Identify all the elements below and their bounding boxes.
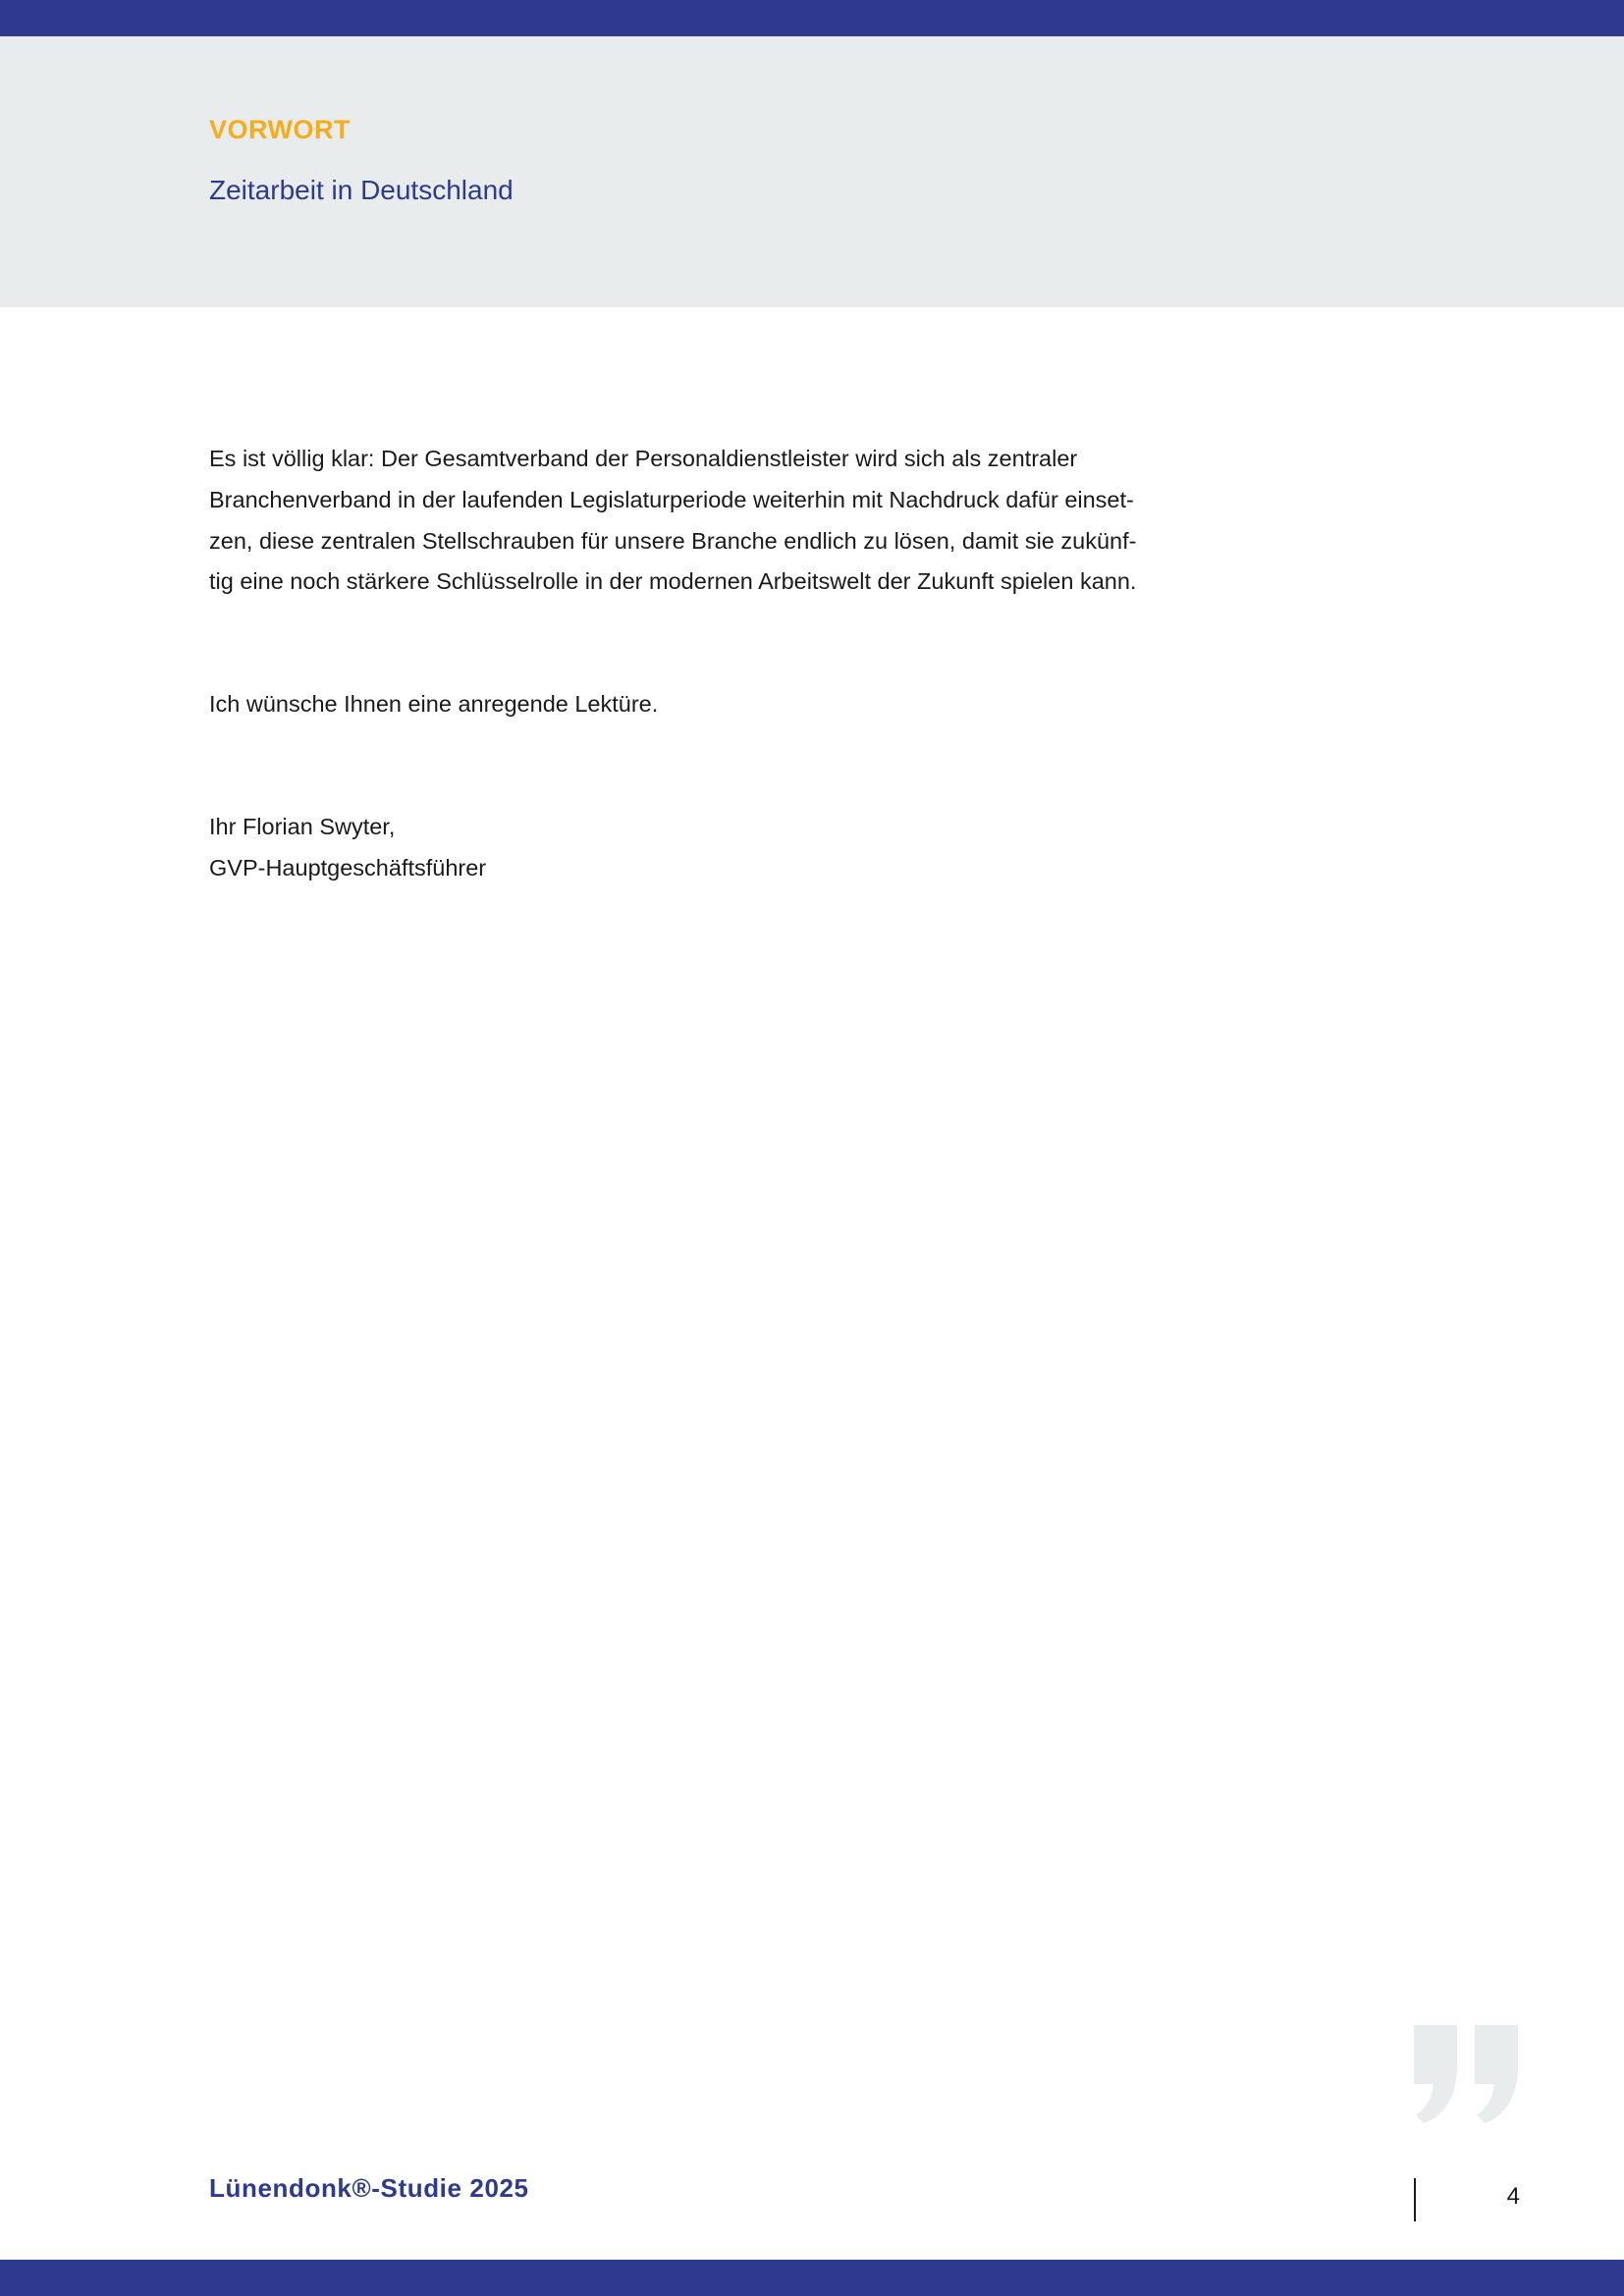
footer-study-label: Lünendonk®-Studie 2025 <box>209 2173 529 2203</box>
paragraph-line: tig eine noch stärkere Schlüsselrolle in der modernen Arbeitswelt der Zukunft spielen kann. <box>209 568 1137 595</box>
closing-quote-icon <box>1414 2025 1522 2125</box>
section-label: VORWORT <box>209 115 351 144</box>
footer-divider <box>1414 2178 1416 2221</box>
header-band <box>0 36 1624 307</box>
body-paragraph <box>209 439 1191 603</box>
page-number: 4 <box>1506 2183 1520 2210</box>
paragraph-line: zen, diese zentralen Stellschrauben für unsere Branche endlich zu lösen, damit sie zukünf- <box>209 527 1137 554</box>
paragraph-line: Es ist völlig klar: Der Gesamtverband der Personaldienstleister wird sich als zentraler <box>209 446 1078 471</box>
paragraph-line: Branchenverband in der laufenden Legislaturperiode weiterhin mit Nachdruck dafür einset- <box>209 486 1134 512</box>
signature-block <box>209 807 486 889</box>
bottom-accent-bar <box>0 2260 1624 2296</box>
signature-role: GVP-Hauptgeschäftsführer <box>209 854 487 881</box>
closing-line: Ich wünsche Ihnen eine anregende Lektüre. <box>209 691 659 717</box>
top-accent-bar <box>0 0 1624 36</box>
page-title: Zeitarbeit in Deutschland <box>209 175 514 205</box>
signature-name: Ihr Florian Swyter, <box>209 814 396 839</box>
